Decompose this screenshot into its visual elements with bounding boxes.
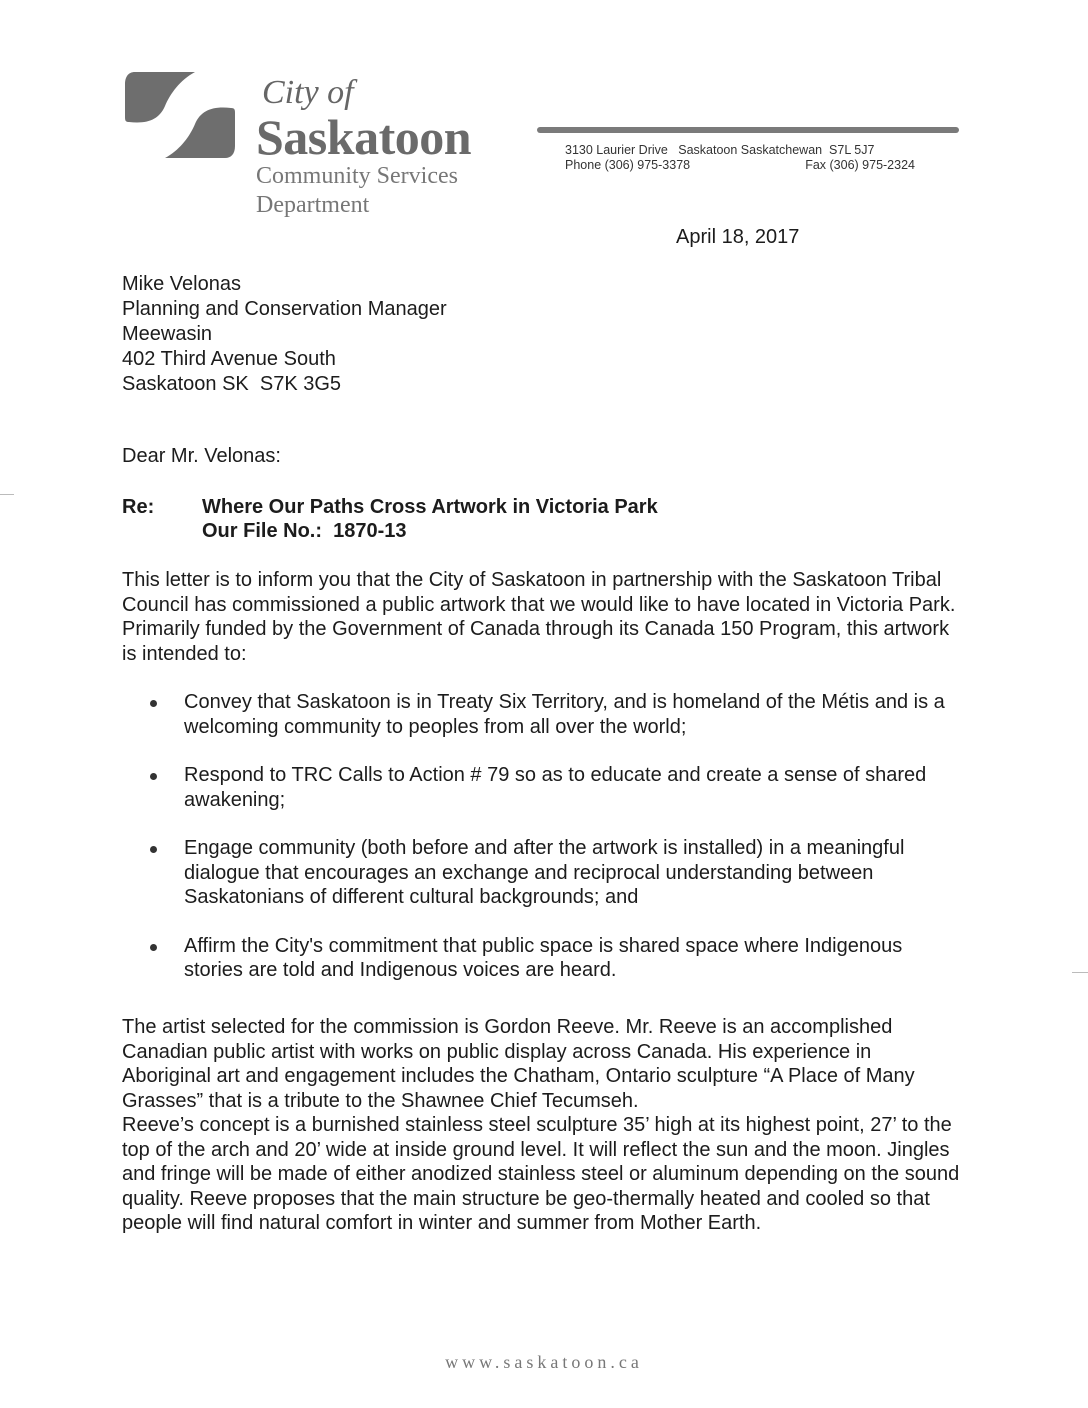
department-line-2: Department [256,192,370,218]
letter-date: April 18, 2017 [676,226,800,248]
list-item-text: Affirm the City's commitment that public space is shared space where Indigenous stories are told and Indigenous voices are heard. [184,934,903,981]
saskatoon-s-logo-icon [125,72,235,158]
letterhead-address: 3130 Laurier Drive Saskatoon Saskatchewan S7L 5J7 [565,143,875,157]
scan-edge-mark [1072,972,1088,973]
objectives-list [148,690,948,1007]
subject-label: Re: [122,496,155,518]
letterhead-department [256,162,458,220]
letterhead-city-of: City of [262,74,354,111]
letterhead-address-block [565,143,915,173]
department-line-1: Community Services [256,163,458,189]
recipient-title: Planning and Conservation Manager [122,298,447,320]
subject-line-2: Our File No.: 1870-13 [202,520,407,542]
list-item-text: Convey that Saskatoon is in Treaty Six Territory, and is homeland of the Métis and is a welcoming community to peoples from all over the world; [184,691,945,738]
list-item [148,763,948,812]
recipient-name: Mike Velonas [122,273,241,295]
recipient-organization: Meewasin [122,323,213,345]
artist-paragraph: The artist selected for the commission is Gordon Reeve. Mr. Reeve is an accomplished Canadian public artist with works on public display across Canada. His experience in Aboriginal art and engagement includes the Chatham, Ontario sculpture “A Place of Many Grasses” that is a tribute to the Shawnee Chief Tecumseh. [122,1016,915,1112]
letterhead-rule [537,127,959,133]
letterhead-fax: Fax (306) 975-2324 [805,158,915,172]
list-item-text: Respond to TRC Calls to Action # 79 so as to educate and create a sense of shared awakening; [184,764,927,811]
list-item [148,934,948,983]
scan-edge-mark [0,494,14,495]
concept-paragraph: Reeve’s concept is a burnished stainless steel sculpture 35’ high at its highest point, 27’ to the top of the arch and 20’ wide at inside ground level. It will reflect the sun and the moon. Jingles and fringe will be made of either anodized stainless steel or aluminum depending on the sound quality. Reeve proposes that the main structure be geo-thermally heated and cooled so that people will find natural comfort in winter and summer from Mother Earth. [122,1114,960,1234]
list-item-text: Engage community (both before and after the artwork is installed) in a meaningful dialogue that encourages an exchange and reciprocal understanding between Saskatonians of different cultural backgrounds; and [184,837,905,908]
list-item [148,690,948,739]
salutation: Dear Mr. Velonas: [122,445,281,467]
letterhead-phone: Phone (306) 975-3378 [565,158,691,172]
bullet-icon [150,773,157,780]
footer-website: www.saskatoon.ca [445,1352,643,1372]
letterhead-city-name: Saskatoon [256,109,472,165]
bullet-icon [150,944,157,951]
intro-paragraph: This letter is to inform you that the City of Saskatoon in partnership with the Saskatoon Tribal Council has commissioned a public artwork that we would like to have located in Victoria Park. Primarily funded by the Government of Canada through its Canada 150 Program, this artwork is intended to: [122,569,956,665]
list-item [148,836,948,910]
recipient-street: 402 Third Avenue South [122,348,336,370]
subject-line-1: Where Our Paths Cross Artwork in Victoria Park [202,496,658,518]
recipient-block [122,272,447,397]
bullet-icon [150,700,157,707]
bullet-icon [150,846,157,853]
recipient-city-line: Saskatoon SK S7K 3G5 [122,373,342,395]
